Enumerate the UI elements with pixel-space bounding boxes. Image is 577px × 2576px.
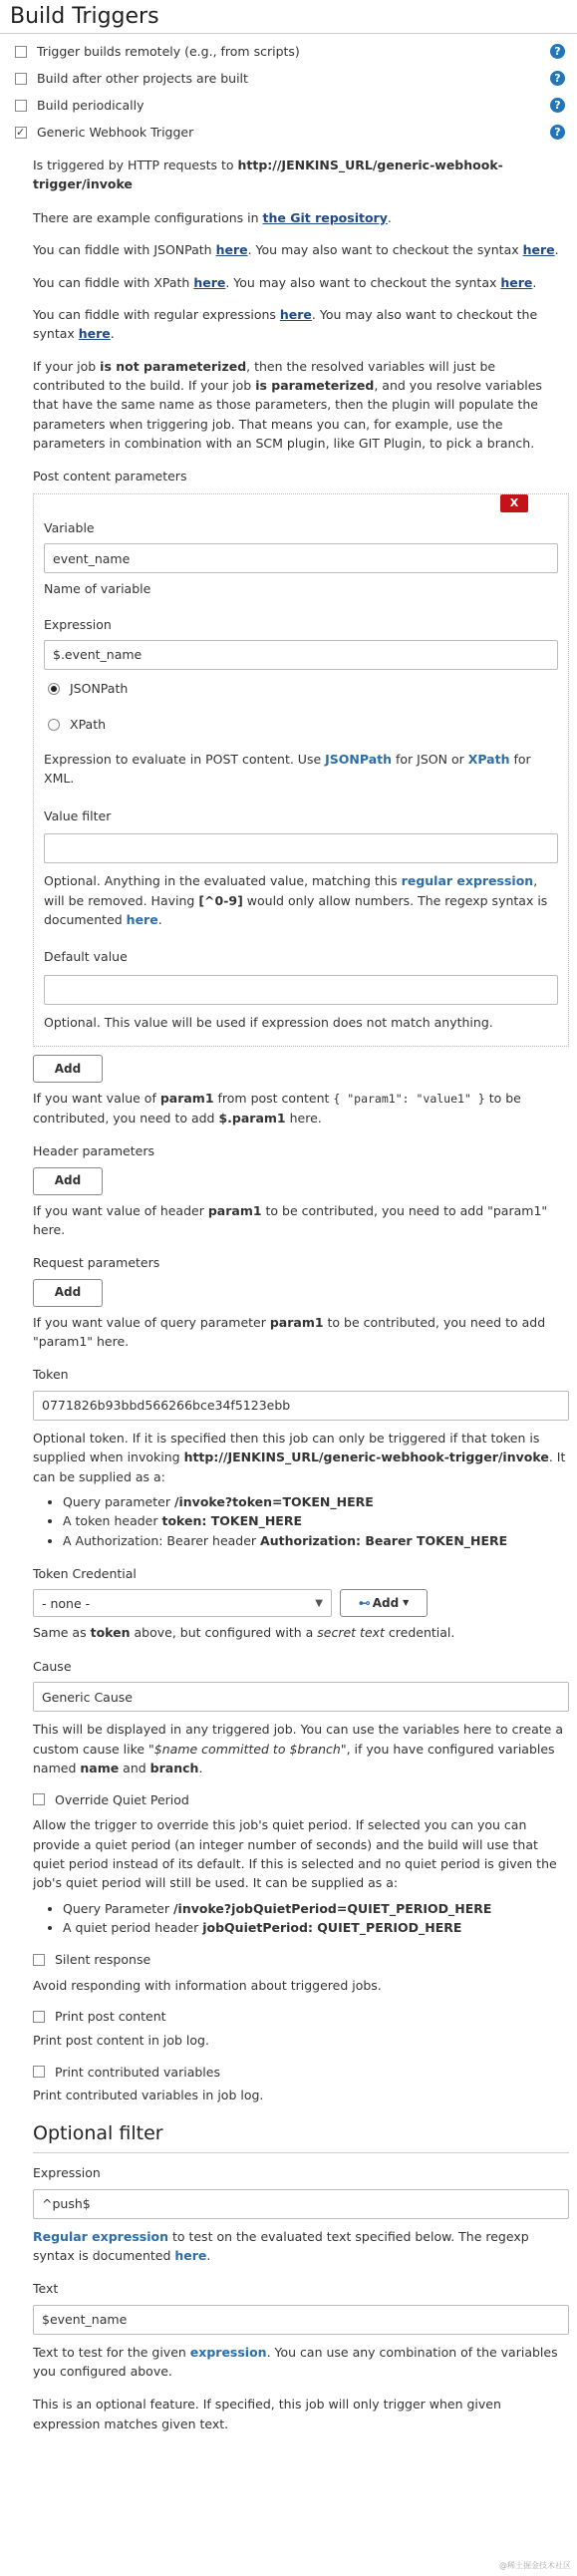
regexp-here-link[interactable]: here	[126, 911, 158, 927]
regular-expression-link[interactable]: Regular expression	[33, 2228, 168, 2244]
build-triggers-title: Build Triggers	[0, 0, 577, 34]
request-params-heading: Request parameters	[33, 1255, 160, 1271]
chevron-down-icon: ▼	[315, 1597, 323, 1609]
post-param-help: If you want value of param1 from post content { "param1": "value1" } to be contributed, you need to add $.param1 here.	[33, 1091, 521, 1126]
chevron-down-icon: ▼	[403, 1598, 410, 1608]
print-post-content-help: Print post content in job log.	[33, 2032, 209, 2048]
variable-input[interactable]: event_name	[44, 543, 558, 573]
print-contributed-variables[interactable]: Print contributed variables	[33, 2062, 569, 2082]
filter-final-note: This is an optional feature. If specified, this job will only trigger when given expression matches given text.	[33, 2397, 501, 2431]
xpath-fiddle-link[interactable]: here	[193, 274, 226, 290]
filter-expression-input[interactable]: ^push$	[33, 2189, 569, 2219]
regular-expression-link[interactable]: regular expression	[401, 873, 534, 889]
delete-param-button[interactable]: X	[500, 494, 528, 512]
add-credential-button[interactable]: ⊷ Add ▼	[340, 1589, 428, 1617]
regexp-syntax-link[interactable]: here	[174, 2247, 207, 2263]
trigger-periodically[interactable]	[0, 92, 577, 119]
expression-label: Expression	[44, 616, 112, 632]
trigger-generic-webhook-label: Generic Webhook Trigger	[37, 124, 194, 140]
print-contributed-variables-checkbox[interactable]	[33, 2066, 45, 2078]
generic-webhook-body	[0, 156, 577, 2433]
xpath-link[interactable]: XPath	[467, 752, 510, 767]
list-item: • A quiet period header jobQuietPeriod: QUIET_PERIOD_HERE	[63, 1918, 569, 1937]
radio-xpath[interactable]: XPath	[44, 714, 558, 736]
expression-link[interactable]: expression	[189, 2344, 267, 2360]
add-post-param-button[interactable]: Add	[33, 1055, 103, 1083]
jsonpath-link[interactable]: JSONPath	[325, 752, 393, 767]
help-icon[interactable]: ?	[550, 44, 565, 59]
trigger-remote-label: Trigger builds remotely (e.g., from scripts)	[37, 43, 300, 59]
post-param-panel	[33, 493, 569, 1047]
request-param-help: If you want value of query parameter param1 to be contributed, you need to add "param1" here.	[33, 1314, 546, 1350]
radio-xpath-dot[interactable]	[48, 719, 60, 731]
optional-filter-title: Optional filter	[33, 2119, 569, 2153]
token-help: Optional token. If it is specified then this job can only be triggered if that token is supplied when invoking http://JENKINS_URL/generic-webhook-trigger/invoke. It can be supplied as a:	[33, 1430, 566, 1484]
regex-syntax-link[interactable]: here	[78, 326, 111, 342]
list-item: • Query parameter /invoke?token=TOKEN_HERE	[63, 1492, 569, 1511]
header-params-heading: Header parameters	[33, 1143, 154, 1159]
radio-jsonpath-dot[interactable]	[48, 683, 60, 695]
filter-expression-label: Expression	[33, 2165, 101, 2181]
filter-expression-help: Regular expression to test on the evaluated text specified below. The regexp syntax is documented here.	[33, 2228, 529, 2263]
trigger-remote-checkbox[interactable]	[15, 46, 27, 58]
cause-label: Cause	[33, 1658, 72, 1674]
trigger-generic-webhook[interactable]	[0, 119, 577, 146]
intro-jsonpath: You can fiddle with JSONPath here. You may also want to checkout the syntax here.	[33, 242, 559, 258]
trigger-periodically-label: Build periodically	[37, 97, 144, 113]
list-item: • A Authorization: Bearer header Authorization: Bearer TOKEN_HERE	[63, 1531, 569, 1550]
quiet-period-help: Allow the trigger to override this job's quiet period. If selected you can you can provide a quiet period (an integer number of seconds) and the build will use that quiet period instead of its default. If this is selected and no quiet period is given the job's quiet period will still be used. It can be supplied as a:	[33, 1817, 557, 1891]
default-value-help: Optional. This value will be used if expression does not match anything.	[44, 1014, 493, 1030]
credential-help: Same as token above, but configured with a secret text credential.	[33, 1625, 455, 1641]
token-credential-label: Token Credential	[33, 1566, 137, 1582]
intro-examples: There are example configurations in the Git repository.	[33, 209, 392, 225]
override-quiet-period-checkbox[interactable]	[33, 1793, 45, 1805]
jsonpath-fiddle-link[interactable]: here	[215, 242, 248, 258]
filter-text-label: Text	[33, 2281, 59, 2297]
default-value-input[interactable]	[44, 975, 558, 1005]
trigger-after-projects-label: Build after other projects are built	[37, 70, 248, 86]
intro-regex: You can fiddle with regular expressions here. You may also want to checkout the syntax here.	[33, 306, 538, 342]
intro-invoke-url: Is triggered by HTTP requests to http://JENKINS_URL/generic-webhook-trigger/invoke	[33, 158, 503, 192]
help-icon[interactable]: ?	[550, 98, 565, 113]
cause-help: This will be displayed in any triggered job. You can use the variables here to create a custom cause like "$name committed to $branch", if you have configured variables named name and branch.	[33, 1722, 563, 1775]
add-header-param-button[interactable]: Add	[33, 1167, 103, 1195]
filter-text-help: Text to test for the given expression. You can use any combination of the variables you configured above.	[33, 2344, 558, 2379]
header-param-help: If you want value of header param1 to be contributed, you need to add "param1" here.	[33, 1202, 548, 1237]
token-input[interactable]: 0771826b93bbd566266bce34f5123ebb	[33, 1391, 569, 1421]
trigger-remote[interactable]	[0, 38, 577, 65]
silent-response-help: Avoid responding with information about triggered jobs.	[33, 1977, 382, 1993]
token-label: Token	[33, 1367, 69, 1383]
regex-fiddle-link[interactable]: here	[279, 306, 312, 322]
override-quiet-period[interactable]: Override Quiet Period	[33, 1789, 569, 1809]
trigger-generic-webhook-checkbox[interactable]	[15, 127, 27, 139]
watermark: @稀土掘金技术社区	[499, 2560, 571, 2570]
expression-input[interactable]: $.event_name	[44, 640, 558, 670]
list-item: • Query Parameter /invoke?jobQuietPeriod=QUIET_PERIOD_HERE	[63, 1899, 569, 1918]
expression-help: Expression to evaluate in POST content. Use JSONPath for JSON or XPath for XML.	[44, 752, 531, 787]
jsonpath-syntax-link[interactable]: here	[522, 242, 555, 258]
print-post-content[interactable]: Print post content	[33, 2007, 569, 2027]
variable-label: Variable	[44, 519, 95, 535]
value-filter-label: Value filter	[44, 807, 112, 823]
print-post-content-checkbox[interactable]	[33, 2011, 45, 2023]
value-filter-input[interactable]	[44, 833, 558, 863]
value-filter-help: Optional. Anything in the evaluated value, matching this regular expression, will be removed. Having [^0-9] would only allow numbers. The regexp syntax is documented here.	[44, 873, 548, 927]
intro-parameterized: If your job is not parameterized, then the resolved variables will just be contributed to the build. If your job is parameterized, and you resolve variables that have the same name as those parameters, then the plugin will populate the parameters when triggering job. That means you can, for example, use the parameters in combination with an SCM plugin, like GIT Plugin, to pick a branch.	[33, 358, 542, 452]
trigger-after-projects[interactable]	[0, 65, 577, 92]
credential-row	[33, 1589, 569, 1617]
trigger-list	[0, 38, 577, 146]
token-methods-list	[33, 1492, 569, 1550]
help-icon[interactable]: ?	[550, 71, 565, 86]
quiet-period-list	[33, 1899, 569, 1938]
cause-input[interactable]: Generic Cause	[33, 1682, 569, 1712]
silent-response[interactable]: Silent response	[33, 1950, 569, 1970]
default-value-label: Default value	[44, 949, 128, 965]
post-content-heading: Post content parameters	[33, 468, 187, 483]
print-contributed-variables-help: Print contributed variables in job log.	[33, 2088, 264, 2103]
intro-xpath: You can fiddle with XPath here. You may also want to checkout the syntax here.	[33, 274, 537, 290]
trigger-after-projects-checkbox[interactable]	[15, 73, 27, 85]
credential-select[interactable]: - none - ▼	[33, 1589, 332, 1617]
help-icon[interactable]: ?	[550, 125, 565, 140]
key-icon: ⊷	[358, 1596, 371, 1611]
git-repository-link[interactable]: the Git repository	[262, 209, 388, 225]
variable-help: Name of variable	[44, 581, 151, 597]
trigger-periodically-checkbox[interactable]	[15, 100, 27, 112]
add-request-param-button[interactable]: Add	[33, 1279, 103, 1307]
filter-text-input[interactable]: $event_name	[33, 2305, 569, 2335]
silent-response-checkbox[interactable]	[33, 1954, 45, 1966]
radio-jsonpath[interactable]: JSONPath	[44, 678, 558, 700]
xpath-syntax-link[interactable]: here	[500, 274, 533, 290]
list-item: • A token header token: TOKEN_HERE	[63, 1511, 569, 1530]
